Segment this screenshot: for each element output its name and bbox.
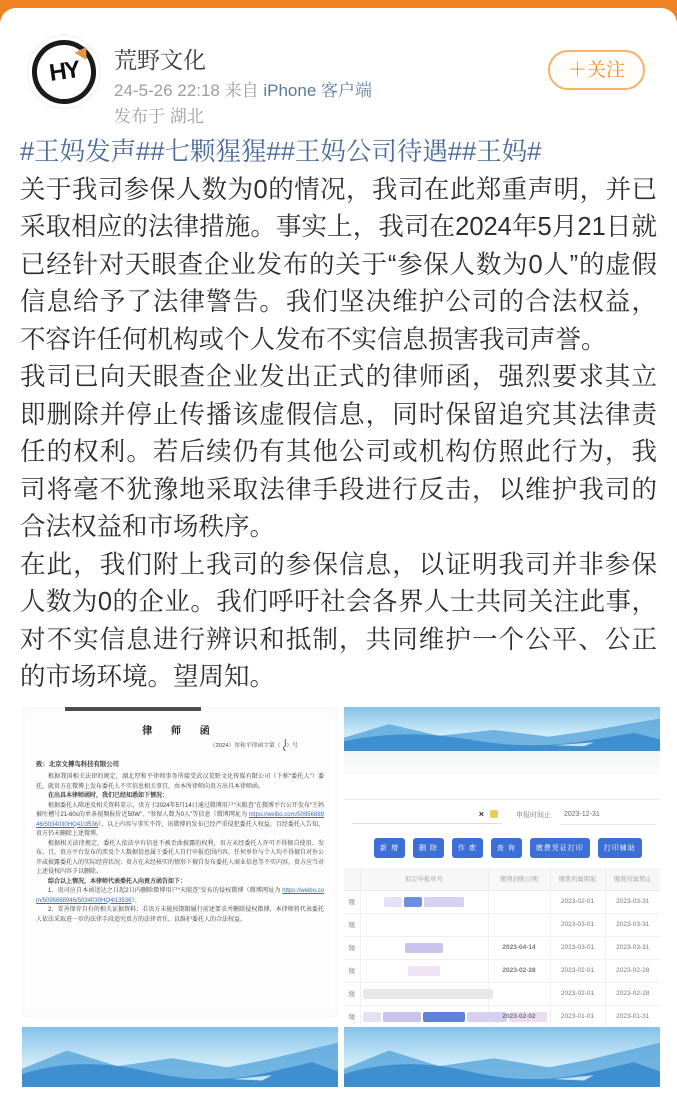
- delete-button: 删 除: [413, 838, 444, 858]
- mountain-banner-icon: [344, 1027, 660, 1087]
- letter-heading: 在出具本律师函时，我们已经知悉如下情况：: [48, 793, 169, 799]
- post-card: [0, 8, 677, 1106]
- calendar-icon: [490, 810, 498, 818]
- table-row: 缴 2023-02-28 2023-02-01 2023-02-28: [344, 959, 660, 982]
- letter-item: 1、贵司应自本函送达之日起2日内删除微博用户“天眼查”发布的侵权微博（微博网址为 https://weibo.com/5095688946/5034030HQ4l13536）。: [36, 888, 324, 904]
- letter-paragraph: 根据委托人陈述及相关资料显示，贵方于2024年5月14日通过微博用户“天眼查”在微博平台公开发布“王妈被吐槽号21-60s的单条视频报价近50W”、“参保人数为0人”等信息（微博网址为 https://weibo.com/5095688946/5034030HQ41l3536），以上内容与事实不符，该微博的发布已经严重侵犯委托人权益，且经委托人告知，贵方仍未删除上述微博。: [36, 802, 324, 837]
- weibo-url-link: https://weibo.com/5095688946/5034030HQ4l13536: [36, 888, 324, 904]
- col-period-end: 缴费所属期止: [605, 868, 660, 891]
- post-header: [0, 8, 677, 128]
- table-row: 缴 2023-03-01 2023-03-31: [344, 913, 660, 936]
- table-row: 缴 2023-04-14 2023-03-01 2023-03-31: [344, 936, 660, 959]
- letter-paragraph: 根据相关法律规定，委托人依法享有信息不被歪曲披露的权利，贵方未经委托人许可不得擅自使用、发布。且，贵方平台发布的涉及个人数据信息属于委托人自行申报范围内容，任何单位与个人均不得擅自对外公开或披露委托人的实际经营状况；贵方在未经核实的情形下擅自发布委托人商业信息等不实内容，贵方应当对上述侵权内容予以删除。: [36, 840, 325, 875]
- signature-mark-icon: [280, 738, 290, 752]
- query-button: 查 询: [491, 838, 522, 858]
- author-name[interactable]: 荒野文化: [114, 47, 206, 73]
- table-row: 缴 2023-02-01 2023-02-28: [344, 982, 660, 1005]
- date-filter-value: 2023-12-31: [560, 806, 656, 825]
- source-prefix: 来自: [224, 81, 259, 100]
- letter-item: 2、妥善保存自有的相关证据资料；若贵方未能按期限履行前述要求并删除侵权微博，本律师将代表委托人依法采取进一步的法律手段追究贵方的法律责任，以维护委托人的合法权益。: [36, 907, 324, 923]
- mountain-banner-icon: [22, 1027, 338, 1087]
- print-certificate-button: 缴费凭证打印: [530, 838, 590, 858]
- col-pay-date: 缴费到账日期: [488, 868, 550, 891]
- follow-button[interactable]: ＋关注: [548, 50, 645, 90]
- table-row: 缴 2023-02-01 2023-03-31: [344, 890, 660, 913]
- system-toolbar: [374, 838, 660, 858]
- weibo-url-link: https://weibo.com/5095688946/5034030HQ41l3536: [36, 812, 324, 828]
- post-paragraph: 关于我司参保人数为0的情况，我司在此郑重声明，并已采取相应的法律措施。事实上，我司在2024年5月21日就已经针对天眼查企业发布的关于“参保人数为0人”的虚假信息给予了法律警告。我们坚决维护公司的合法权益，不容许任何机构或个人发布不实信息损害我司声誉。: [20, 175, 657, 354]
- hashtags-link[interactable]: #王妈发声##七颗猩猩##王妈公司待遇##王妈#: [20, 138, 542, 166]
- cropped-image-right[interactable]: [344, 1027, 660, 1087]
- post-body: [20, 134, 657, 697]
- print-assist-button: 打印辅助: [598, 838, 642, 858]
- letter-ref-number: （2024）厚和平律函字第（ ）号: [36, 742, 324, 752]
- system-filter-form: [344, 800, 660, 830]
- clear-icon: ×: [478, 809, 484, 819]
- post-paragraph: 在此，我们附上我司的参保信息，以证明我司并非参保人数为0的企业。我们呼吁社会各界人士共同关注此事，对不实信息进行辨识和抵制，共同维护一个公平、公正的市场环境。望周知。: [20, 550, 657, 691]
- insurance-table: [344, 868, 660, 1029]
- table-header-row: [344, 868, 660, 891]
- letter-image[interactable]: [22, 707, 338, 1017]
- post-meta: [114, 76, 372, 101]
- date-filter-label: 申报时间止: [516, 811, 551, 819]
- system-spacer: [344, 775, 660, 800]
- mountain-banner-icon: [344, 707, 660, 751]
- letter-content: [22, 707, 338, 926]
- letter-paragraph: 根据我国相关法律的规定，湖北厚和平律师事务所接受武汉荒野文化传媒有限公司（下称“委托人”）委托，就贵方在微博上发布委托人不实信息相关事宜，由本所律师向贵方出具本律师函。: [36, 774, 324, 790]
- col-declaration-no: 拟定申报单号: [360, 868, 488, 891]
- system-subheader: [344, 751, 660, 775]
- insurance-system-image[interactable]: [344, 707, 660, 1021]
- filter-input: [352, 806, 502, 824]
- image-grid: [22, 707, 660, 1087]
- avatar-logo-icon: HY: [28, 36, 100, 108]
- void-button: 作 废: [452, 838, 483, 858]
- table-row: 缴 2023-02-02 2023-01-01 2023-01-31: [344, 1005, 660, 1028]
- add-button: 新 增: [374, 838, 405, 858]
- avatar[interactable]: [28, 36, 100, 108]
- source-client-link[interactable]: iPhone 客户端: [263, 81, 373, 100]
- post-location: 发布于 湖北: [114, 107, 204, 126]
- letter-title: 律 师 函: [142, 725, 218, 737]
- timestamp: 24-5-26 22:18: [114, 81, 220, 100]
- letter-addressee: 致：北京文搏鸟科技有限公司: [36, 760, 120, 768]
- post-paragraph: 我司已向天眼查企业发出正式的律师函，强烈要求其立即删除并停止传播该虚假信息，同时保留追究其法律责任的权利。若后续仍有其他公司或机构仿照此行为，我司将毫不犹豫地采取法律手段进行反击，以维护我司的合法权益和市场秩序。: [20, 363, 657, 541]
- cropped-image-left[interactable]: [22, 1027, 338, 1087]
- letter-scan-bar: [65, 707, 201, 711]
- col-period-start: 缴费所属期起: [550, 868, 605, 891]
- letter-heading: 综合以上情况，本律师代表委托人向贵方函告如下：: [48, 878, 187, 885]
